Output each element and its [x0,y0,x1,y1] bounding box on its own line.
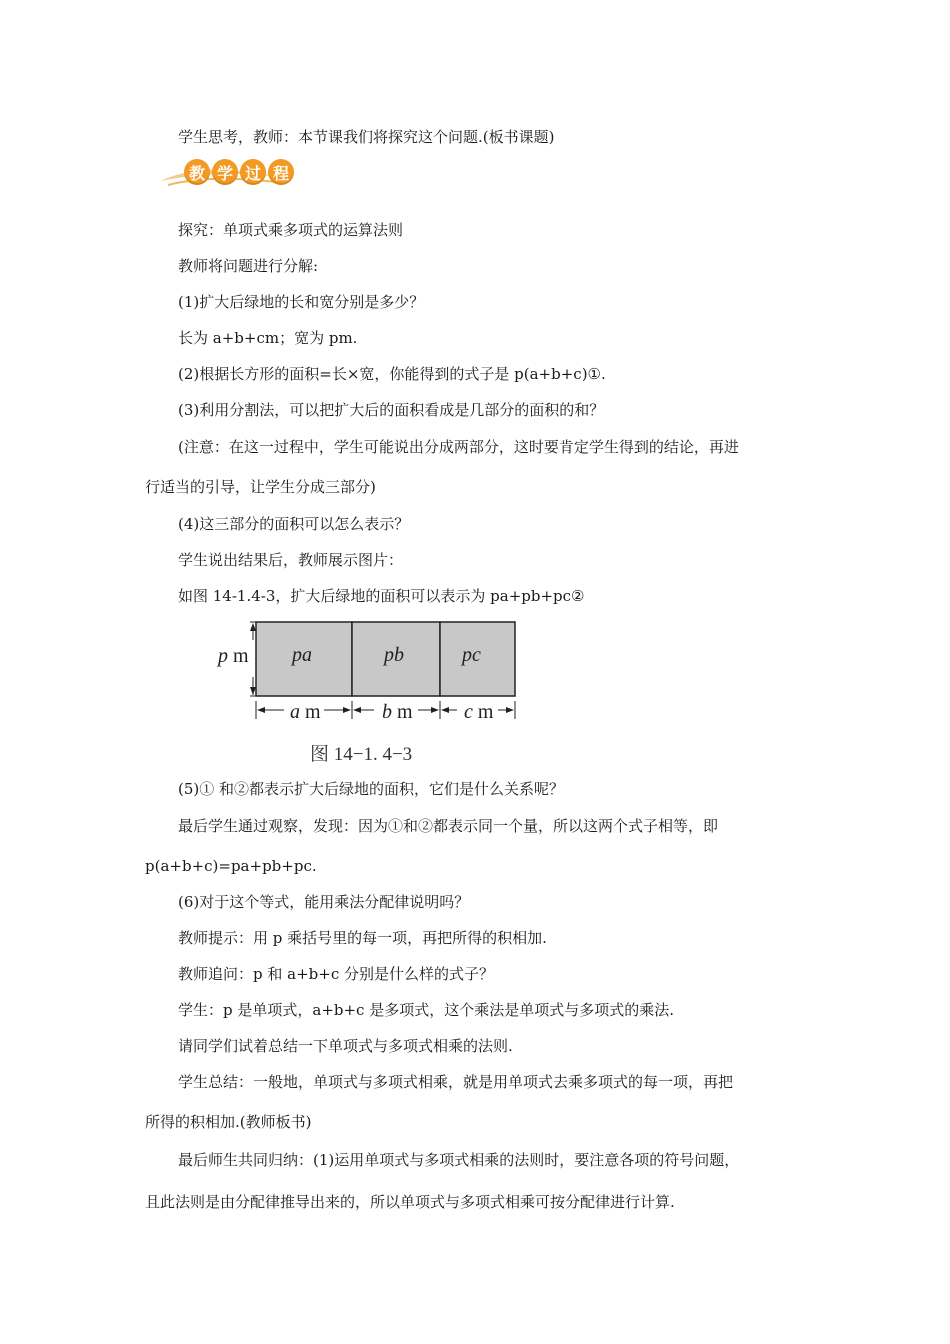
summary-line-1: 学生总结：一般地，单项式与多项式相乘，就是用单项式去乘多项式的每一项，再把 [178,1073,734,1091]
cell-label-pa: pa [292,644,312,666]
height-label [218,645,249,668]
summarize-prompt: 请同学们试着总结一下单项式与多项式相乘的法则. [178,1037,513,1055]
width-var-a: a [290,701,300,723]
student-answer: 学生：p 是单项式，a+b+c 是多项式，这个乘法是单项式与多项式的乘法. [178,1001,674,1019]
observation-line-1: 最后学生通过观察，发现：因为①和②都表示同一个量，所以这两个式子相等，即 [178,817,719,835]
teacher-ask: 教师追问：p 和 a+b+c 分别是什么样的式子？ [178,965,494,983]
question-2: (2)根据长方形的面积=长×宽，你能得到的式子是 p(a+b+c)①. [178,365,606,383]
note-line-1: (注意：在这一过程中，学生可能说出分成两部分，这时要肯定学生得到的结论，再进 [178,438,739,456]
figure-caption: 图 14−1. 4−3 [310,744,413,765]
width-var-c: c [464,701,473,723]
height-var: p [218,645,228,667]
decompose-text: 教师将问题进行分解: [178,257,319,275]
conclusion-line-1: 最后师生共同归纳：(1)运用单项式与多项式相乘的法则时，要注意各项的符号问题， [178,1151,740,1169]
width-unit-c: m [477,701,494,723]
conclusion-line-2: 且此法则是由分配律推导出来的，所以单项式与多项式相乘可按分配律进行计算. [145,1193,675,1211]
area-figure [212,615,532,775]
width-var-b: b [382,701,392,723]
show-picture-text: 学生说出结果后，教师展示图片： [178,551,404,569]
badge-char: 程 [268,159,294,185]
teacher-hint: 教师提示：用 p 乘括号里的每一项，再把所得的积相加. [178,929,547,947]
intro-text: 学生思考，教师：本节课我们将探究这个问题.(板书课题) [178,128,555,146]
observation-line-2: p(a+b+c)=pa+pb+pc. [145,857,317,875]
answer-1: 长为 a+b+cm；宽为 pm. [178,329,358,347]
width-label-b [382,701,413,724]
cell-label-pb: pb [384,644,404,666]
width-unit-a: m [305,701,321,723]
section-badge-teaching-process [158,155,288,191]
width-unit-b: m [397,701,413,723]
badge-char: 教 [184,159,210,185]
note-line-2: 行适当的引导，让学生分成三部分) [145,478,376,496]
explore-heading: 探究：单项式乘多项式的运算法则 [178,221,404,239]
figure-intro-text: 如图 14-1.4-3，扩大后绿地的面积可以表示为 pa+pb+pc② [178,587,585,605]
cell-label-pc: pc [462,644,481,666]
question-6: (6)对于这个等式，能用乘法分配律说明吗？ [178,893,470,911]
question-5: (5)① 和②都表示扩大后绿地的面积，它们是什么关系呢？ [178,780,565,798]
badge-char: 过 [240,159,266,185]
summary-line-2: 所得的积相加.(教师板书) [145,1113,312,1131]
width-label-a [290,701,321,724]
question-4: (4)这三部分的面积可以怎么表示？ [178,515,410,533]
width-label-c [464,701,493,724]
height-unit: m [233,645,249,667]
question-3: (3)利用分割法，可以把扩大后的面积看成是几部分的面积的和？ [178,401,605,419]
question-1: (1)扩大后绿地的长和宽分别是多少？ [178,293,425,311]
badge-char: 学 [212,159,238,185]
